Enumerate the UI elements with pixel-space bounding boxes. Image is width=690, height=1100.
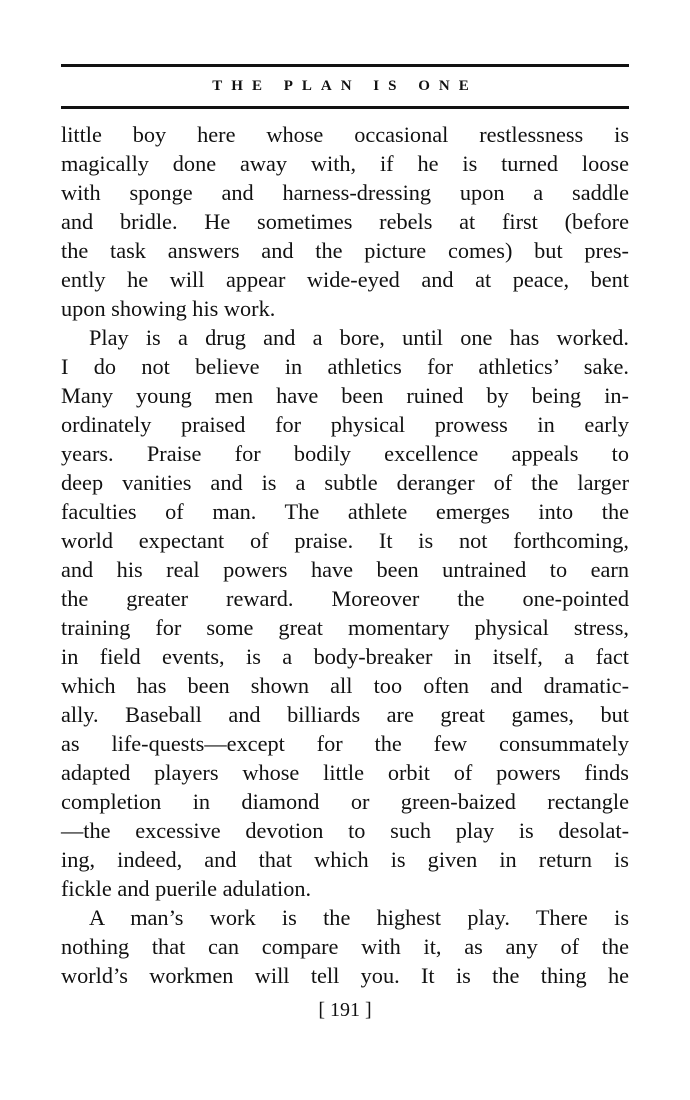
text-line: with sponge and harness-dressing upon a saddle bbox=[61, 180, 629, 205]
running-head: THE PLAN IS ONE bbox=[212, 78, 478, 94]
text-line: world expectant of praise. It is not forthcoming, bbox=[61, 528, 629, 553]
text-line: upon showing his work. bbox=[61, 296, 276, 321]
text-line: which has been shown all too often and dramatic- bbox=[61, 673, 629, 698]
text-line: training for some great momentary physical stress, bbox=[61, 615, 629, 640]
header-rule-bottom bbox=[61, 106, 629, 109]
text-line: and his real powers have been untrained to earn bbox=[61, 557, 629, 582]
text-line: fickle and puerile adulation. bbox=[61, 876, 312, 901]
text-line: —the excessive devotion to such play is desolat- bbox=[61, 818, 629, 843]
text-line: little boy here whose occasional restlessness is bbox=[61, 122, 629, 147]
text-line: ently he will appear wide-eyed and at peace, bent bbox=[61, 267, 629, 292]
text-line: nothing that can compare with it, as any of the bbox=[61, 934, 629, 959]
text-line: the greater reward. Moreover the one-pointed bbox=[61, 586, 629, 611]
text-line: ing, indeed, and that which is given in return is bbox=[61, 847, 629, 872]
text-line: ally. Baseball and billiards are great games, but bbox=[61, 702, 629, 727]
text-line: the task answers and the picture comes) but pres- bbox=[61, 238, 629, 263]
body-text bbox=[61, 120, 629, 990]
text-line: and bridle. He sometimes rebels at first (before bbox=[61, 209, 629, 234]
text-line: years. Praise for bodily excellence appeals to bbox=[61, 441, 629, 466]
page-number: [ 191 ] bbox=[318, 999, 372, 1021]
text-line: world’s workmen will tell you. It is the thing he bbox=[61, 963, 629, 988]
text-line: completion in diamond or green-baized rectangle bbox=[61, 789, 629, 814]
text-line: faculties of man. The athlete emerges into the bbox=[61, 499, 629, 524]
text-line: as life-quests—except for the few consummately bbox=[61, 731, 629, 756]
text-line: A man’s work is the highest play. There is bbox=[89, 905, 629, 930]
text-line: adapted players whose little orbit of powers finds bbox=[61, 760, 629, 785]
text-line: Play is a drug and a bore, until one has worked. bbox=[89, 325, 629, 350]
text-line: in field events, is a body-breaker in itself, a fact bbox=[61, 644, 629, 669]
text-line: deep vanities and is a subtle deranger of the larger bbox=[61, 470, 629, 495]
text-line: ordinately praised for physical prowess in early bbox=[61, 412, 629, 437]
text-line: magically done away with, if he is turned loose bbox=[61, 151, 629, 176]
text-line: Many young men have been ruined by being in- bbox=[61, 383, 629, 408]
text-line: I do not believe in athletics for athletics’ sake. bbox=[61, 354, 629, 379]
header-rule-top bbox=[61, 64, 629, 67]
